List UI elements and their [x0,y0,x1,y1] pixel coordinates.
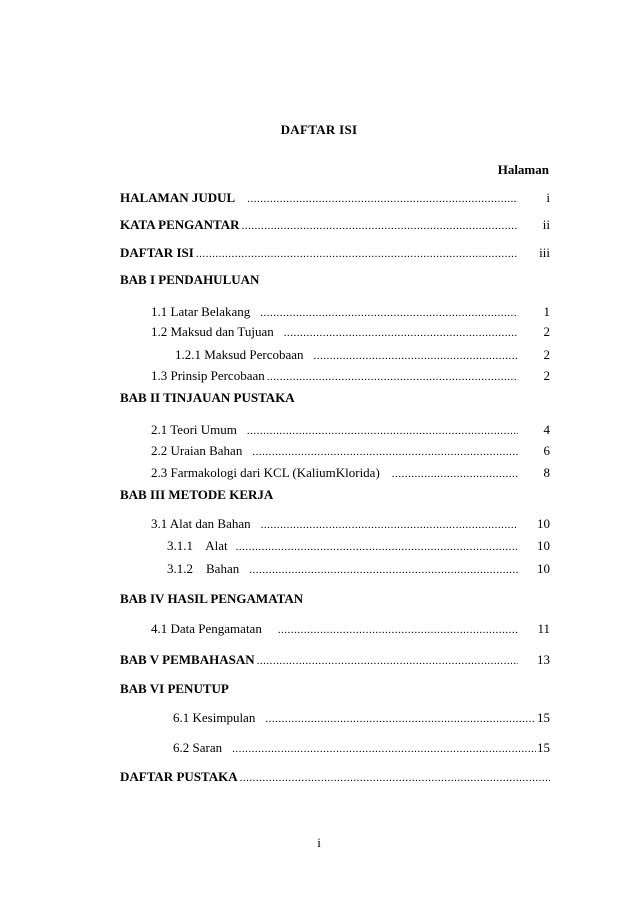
toc-entry-page: 6 [543,443,550,458]
toc-entry-6-1 [173,709,550,727]
toc-leader-dots [236,538,518,555]
toc-leader-dots [247,422,518,439]
toc-entry-label: 1.1 Latar Belakang [151,304,251,319]
chapter-heading-bab-iv: BAB IV HASIL PENGAMATAN [120,591,304,606]
toc-leader-dots [314,347,518,364]
toc-entry-label: 4.1 Data Pengamatan [151,621,262,636]
toc-entry-2-1 [151,421,550,439]
toc-entry-label: 3.1.2 Bahan [167,561,240,576]
toc-entry-daftar-isi [120,244,550,262]
toc-entry-label: 6.2 Saran [173,740,223,755]
toc-entry-page: 11 [537,621,550,636]
chapter-heading-bab-i: BAB I PENDAHULUAN [120,272,260,287]
toc-leader-dots [232,740,536,757]
toc-entry-page: 4 [543,422,550,437]
chapter-heading-bab-iii: BAB III METODE KERJA [120,487,274,502]
toc-entry-label: KATA PENGANTAR [120,217,240,232]
toc-leader-dots [260,304,518,321]
toc-entry-3-1-2 [167,560,550,578]
toc-entry-page: 2 [543,347,550,362]
toc-entry-page: 8 [543,465,550,480]
toc-leader-dots [196,245,518,262]
toc-entry-daftar-pustaka [120,768,550,786]
footer-page-number: i [317,835,321,850]
toc-leader-dots [265,710,536,727]
toc-leader-dots [392,465,518,482]
toc-leader-dots [261,516,518,533]
toc-entry-1-2 [151,323,550,341]
toc-entry-4-1 [151,620,550,638]
toc-entry-page: i [546,190,550,205]
toc-entry-page: ii [542,217,550,232]
toc-entry-page: 10 [537,561,550,576]
toc-entry-label: 2.3 Farmakologi dari KCL (KaliumKlorida) [151,465,380,480]
toc-leader-dots [278,621,518,638]
toc-leader-dots [284,324,518,341]
toc-entry-page: 2 [543,324,550,339]
toc-entry-page: 13 [537,652,550,667]
toc-entry-label: DAFTAR PUSTAKA [120,769,238,784]
toc-entry-page: iii [539,245,550,260]
toc-entry-halaman-judul [120,189,550,207]
toc-entry-label: 1.2 Maksud dan Tujuan [151,324,274,339]
toc-leader-dots [240,769,550,786]
toc-entry-page: 15 [537,740,550,755]
toc-entry-3-1 [151,515,550,533]
toc-entry-label: DAFTAR ISI [120,245,194,260]
page-title: DAFTAR ISI [280,122,358,137]
toc-entry-page: 10 [537,538,550,553]
toc-leader-dots [247,190,518,207]
toc-leader-dots [267,368,518,385]
toc-entry-page: 1 [543,304,550,319]
toc-entry-1-1 [151,303,550,321]
toc-entry-1-2-1 [175,346,550,364]
toc-entry-label: 6.1 Kesimpulan [173,710,256,725]
toc-entry-6-2 [173,739,550,757]
toc-entry-page: 15 [537,710,550,725]
toc-entry-label: 3.1.1 Alat [167,538,228,553]
toc-entry-kata-pengantar [120,216,550,234]
toc-leader-dots [242,217,518,234]
toc-entry-3-1-1 [167,537,550,555]
toc-leader-dots [249,561,518,578]
chapter-heading-bab-vi: BAB VI PENUTUP [120,681,229,696]
toc-entry-label: 2.2 Uraian Bahan [151,443,243,458]
toc-entry-label: 1.3 Prinsip Percobaan [151,368,265,383]
toc-entry-label: 1.2.1 Maksud Percobaan [175,347,304,362]
toc-entry-bab-v [120,651,550,669]
chapter-heading-bab-ii: BAB II TINJAUAN PUSTAKA [120,390,295,405]
toc-leader-dots [252,443,518,460]
toc-entry-1-3 [151,367,550,385]
toc-leader-dots [257,652,518,669]
halaman-column-label: Halaman [497,162,549,177]
toc-entry-page: 2 [543,368,550,383]
toc-entry-page: 10 [537,516,550,531]
toc-entry-label: 2.1 Teori Umum [151,422,237,437]
toc-entry-label: 3.1 Alat dan Bahan [151,516,251,531]
toc-entry-2-2 [151,442,550,460]
toc-entry-2-3 [151,464,550,482]
toc-entry-label: BAB V PEMBAHASAN [120,652,255,667]
toc-entry-label: HALAMAN JUDUL [120,190,236,205]
